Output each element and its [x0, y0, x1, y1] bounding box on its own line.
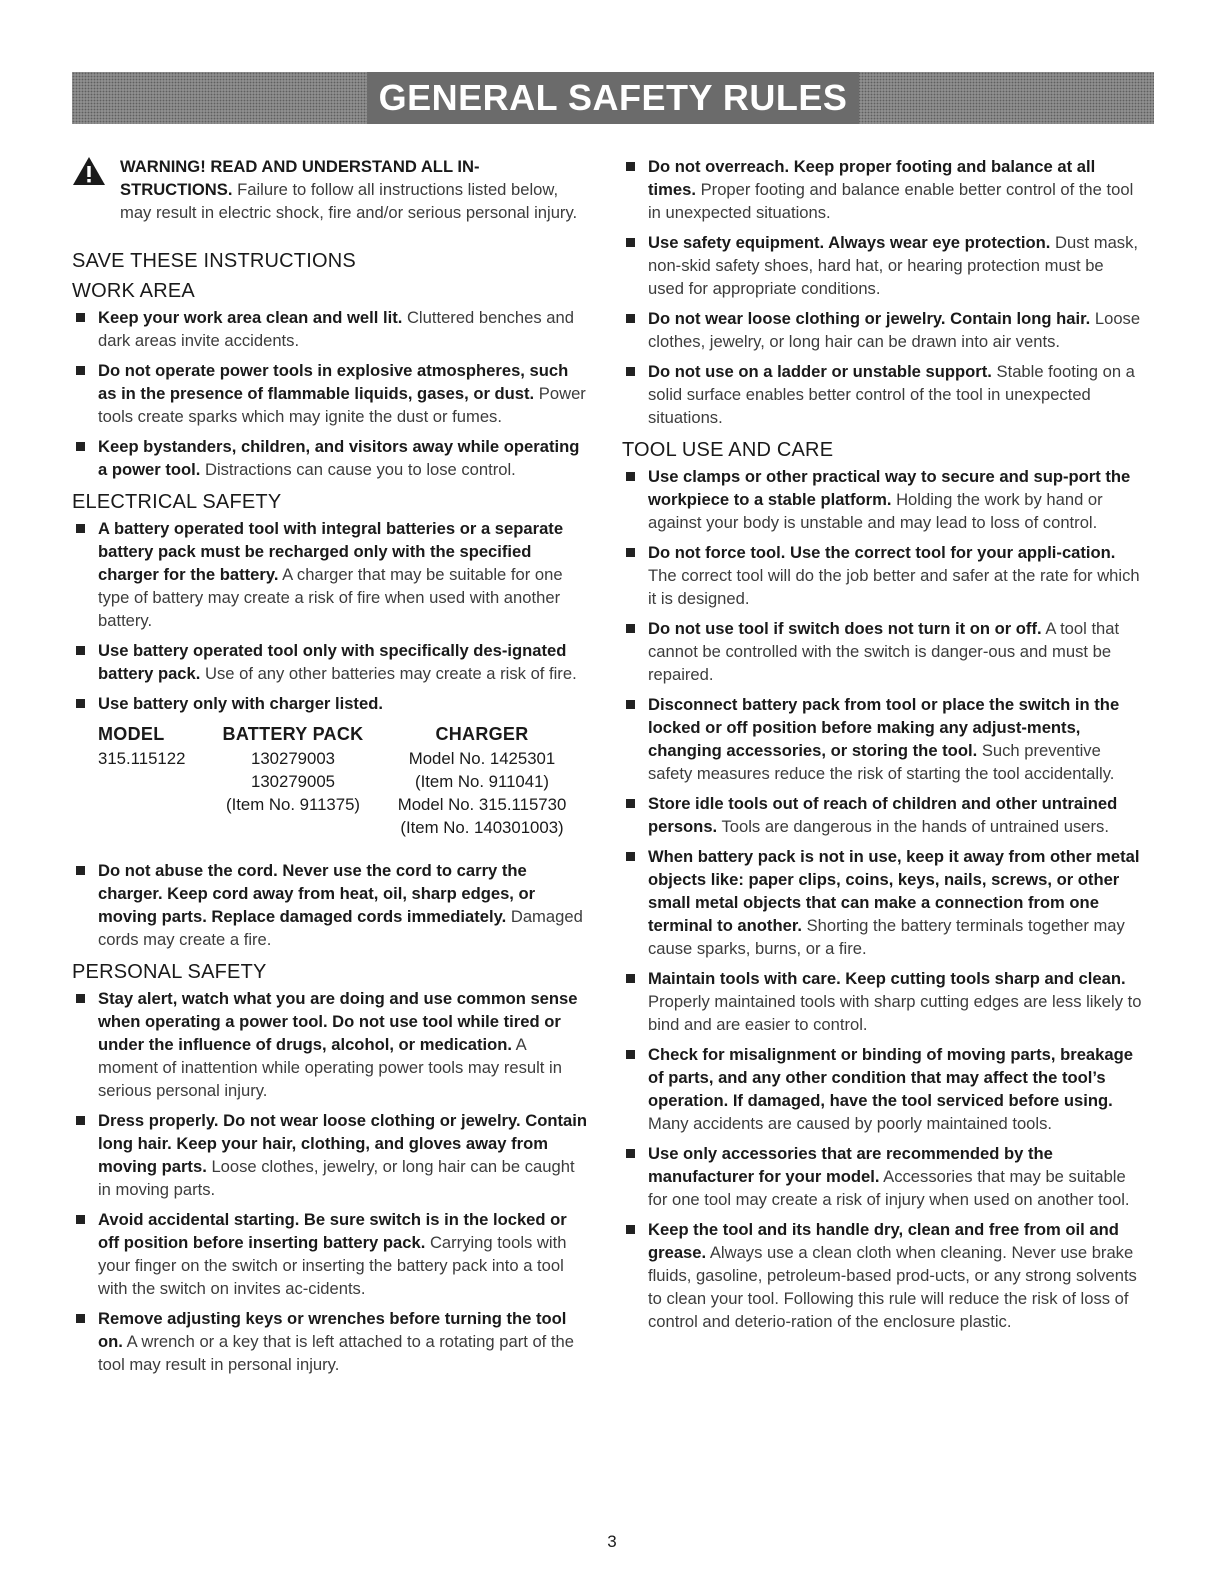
list-item	[72, 859, 590, 951]
header-battery-pack: BATTERY PACK	[222, 724, 364, 744]
table-row	[98, 816, 590, 839]
model-table	[98, 723, 590, 839]
rule-text: A moment of inattention while operating power tools may result in serious personal injury.	[98, 1035, 562, 1100]
left-column	[72, 155, 590, 1384]
list-item	[622, 360, 1142, 429]
rule-text: Holding the work by hand or against your body is unstable and may lead to loss of control.	[648, 490, 1103, 532]
rule-text: Use of any other batteries may create a risk of fire.	[205, 664, 577, 683]
rule-bold: Dress properly. Do not wear loose clothing or jewelry. Contain long hair. Keep your hair, clothing, and gloves away from moving parts.	[98, 1111, 587, 1176]
rule-text: Distractions can cause you to lose control.	[204, 460, 516, 479]
table-row	[98, 793, 590, 816]
electrical-safety-heading: ELECTRICAL SAFETY	[72, 491, 282, 513]
rule-text: Stable footing on a solid surface enables better control of the tool in unexpected situations.	[648, 362, 1135, 427]
rule-text: Proper footing and balance enable better control of the tool in unexpected situations.	[648, 180, 1134, 222]
rule-text: Such preventive safety measures reduce the risk of starting the tool accidentally.	[648, 741, 1115, 783]
rule-bold: Keep your work area clean and well lit.	[98, 308, 403, 327]
list-item	[622, 1142, 1142, 1211]
rule-text: Dust mask, non-skid safety shoes, hard hat, or hearing protection must be used for appropriate conditions.	[648, 233, 1139, 298]
list-item	[622, 792, 1142, 838]
list-item	[622, 231, 1142, 300]
table-cell: (Item No. 911041)	[414, 772, 549, 791]
list-item	[72, 987, 590, 1102]
rule-text: Shorting the battery terminals together may cause sparks, burns, or a fire.	[648, 916, 1125, 958]
table-cell: 315.115122	[98, 749, 186, 768]
rule-bold: Do not force tool. Use the correct tool for your appli-cation.	[648, 543, 1116, 562]
table-cell: (Item No. 140301003)	[400, 818, 564, 837]
rule-bold: Remove adjusting keys or wrenches before turning the tool on.	[98, 1309, 567, 1351]
table-header-row	[98, 723, 590, 746]
list-item	[622, 845, 1142, 960]
personal-list	[72, 987, 590, 1376]
personal-continued-list	[622, 155, 1142, 429]
list-item	[622, 465, 1142, 534]
list-item	[72, 1307, 590, 1376]
rule-text: Always use a clean cloth when cleaning. Never use brake fluids, gasoline, petroleum-based prod-ucts, or any strong solvents to clean your tool. Following this rule will reduce the risk of loss of control and deterio-ration of the enclosure plastic.	[648, 1243, 1137, 1331]
rule-bold: Check for misalignment or binding of moving parts, breakage of parts, and any other condition that may affect the tool’s operation. If damaged, have the tool serviced before using.	[648, 1045, 1133, 1110]
work-area-list	[72, 306, 590, 481]
right-column	[622, 155, 1142, 1341]
rule-bold: Use clamps or other practical way to secure and sup-port the workpiece to a stable platform.	[648, 467, 1131, 509]
list-item	[72, 359, 590, 428]
list-item	[622, 1043, 1142, 1135]
rule-text: Carrying tools with your finger on the switch or inserting the battery pack into a tool with the switch on invites ac-cidents.	[98, 1233, 567, 1298]
title-banner	[72, 72, 1154, 124]
page-title: GENERAL SAFETY RULES	[367, 72, 860, 124]
rule-bold: Use battery only with charger listed.	[98, 694, 383, 713]
rule-text: Accessories that may be suitable for one tool may create a risk of injury when used on another tool.	[648, 1167, 1130, 1209]
table-cell: Model No. 1425301	[408, 749, 556, 768]
rule-text: A wrench or a key that is left attached to a rotating part of the tool may result in personal injury.	[98, 1332, 574, 1374]
rule-bold: Keep the tool and its handle dry, clean and free from oil and grease.	[648, 1220, 1119, 1262]
electrical-list	[72, 517, 590, 715]
rule-text: Tools are dangerous in the hands of untrained users.	[721, 817, 1109, 836]
rule-text: A charger that may be suitable for one type of battery may create a risk of fire when used with another battery.	[98, 565, 563, 630]
list-item	[622, 155, 1142, 224]
rule-bold: Store idle tools out of reach of children and other untrained persons.	[648, 794, 1118, 836]
personal-safety-heading: PERSONAL SAFETY	[72, 961, 267, 983]
header-model: MODEL	[98, 724, 165, 744]
list-item	[72, 692, 590, 715]
table-cell: (Item No. 911375)	[225, 795, 360, 814]
list-item	[622, 967, 1142, 1036]
rule-bold: Use safety equipment. Always wear eye protection.	[648, 233, 1051, 252]
rule-text: Power tools create sparks which may ignite the dust or fumes.	[98, 384, 586, 426]
table-cell	[210, 816, 376, 839]
rule-bold: Disconnect battery pack from tool or place the switch in the locked or off position before making any adjust-ments, changing accessories, or storing the tool.	[648, 695, 1120, 760]
rule-bold: Stay alert, watch what you are doing and use common sense when operating a power tool. Do not use tool while tired or under the influence of drugs, alcohol, or medication.	[98, 989, 578, 1054]
rule-bold: A battery operated tool with integral batteries or a separate battery pack must be recharged only with the specified charger for the battery.	[98, 519, 564, 584]
table-row	[98, 747, 590, 770]
rule-bold: Maintain tools with care. Keep cutting tools sharp and clean.	[648, 969, 1126, 988]
work-area-heading: WORK AREA	[72, 280, 195, 302]
table-cell: 130279005	[251, 772, 335, 791]
list-item	[622, 617, 1142, 686]
rule-bold: When battery pack is not in use, keep it away from other metal objects like: paper clips, coins, keys, nails, screws, or other small metal objects that can make a connection from one terminal to another.	[648, 847, 1140, 935]
table-row	[98, 770, 590, 793]
rule-bold: Avoid accidental starting. Be sure switch is in the locked or off position before inserting battery pack.	[98, 1210, 567, 1252]
warning-heading: WARNING! READ AND UNDERSTAND ALL IN-STRUCTIONS.	[120, 157, 480, 199]
rule-text: Many accidents are caused by poorly maintained tools.	[648, 1114, 1053, 1133]
warning-text: Failure to follow all instructions listed below, may result in electric shock, fire and/or serious personal injury.	[120, 180, 578, 222]
table-cell	[98, 816, 210, 839]
tool-use-heading: TOOL USE AND CARE	[622, 439, 834, 461]
rule-bold: Do not wear loose clothing or jewelry. Contain long hair.	[648, 309, 1091, 328]
rule-text: Properly maintained tools with sharp cutting edges are less likely to bind and are easier to control.	[648, 992, 1142, 1034]
warning-triangle-icon	[72, 156, 106, 186]
warning-block	[72, 155, 590, 224]
rule-bold: Do not use on a ladder or unstable support.	[648, 362, 992, 381]
rule-bold: Do not overreach. Keep proper footing and balance at all times.	[648, 157, 1096, 199]
rule-bold: Do not operate power tools in explosive atmospheres, such as in the presence of flammable liquids, gases, or dust.	[98, 361, 569, 403]
page-number: 3	[607, 1532, 617, 1551]
cord-list	[72, 859, 590, 951]
save-instructions-heading: SAVE THESE INSTRUCTIONS	[72, 250, 356, 272]
list-item	[72, 517, 590, 632]
table-cell: 130279003	[251, 749, 335, 768]
list-item	[72, 1208, 590, 1300]
rule-bold: Use battery operated tool only with specifically des-ignated battery pack.	[98, 641, 567, 683]
rule-text: The correct tool will do the job better and safer at the rate for which it is designed.	[648, 566, 1140, 608]
rule-text: A tool that cannot be controlled with the switch is danger-ous and must be repaired.	[648, 619, 1120, 684]
table-cell	[98, 793, 210, 816]
list-item	[622, 307, 1142, 353]
list-item	[622, 1218, 1142, 1333]
rule-text: Loose clothes, jewelry, or long hair can be caught in moving parts.	[98, 1157, 575, 1199]
rule-bold: Keep bystanders, children, and visitors away while operating a power tool.	[98, 437, 580, 479]
rule-text: Loose clothes, jewelry, or long hair can be drawn into air vents.	[648, 309, 1141, 351]
rule-text: Damaged cords may create a fire.	[98, 907, 583, 949]
rule-bold: Do not use tool if switch does not turn it on or off.	[648, 619, 1042, 638]
table-cell	[98, 770, 210, 793]
list-item	[622, 693, 1142, 785]
list-item	[72, 435, 590, 481]
table-cell: Model No. 315.115730	[397, 795, 567, 814]
rule-bold: Use only accessories that are recommended by the manufacturer for your model.	[648, 1144, 1053, 1186]
list-item	[72, 639, 590, 685]
rule-text: Cluttered benches and dark areas invite accidents.	[98, 308, 574, 350]
list-item	[622, 541, 1142, 610]
list-item	[72, 306, 590, 352]
list-item	[72, 1109, 590, 1201]
rule-bold: Do not abuse the cord. Never use the cord to carry the charger. Keep cord away from heat, oil, sharp edges, or moving parts. Replace damaged cords immediately.	[98, 861, 536, 926]
tool-use-list	[622, 465, 1142, 1333]
header-charger: CHARGER	[435, 724, 529, 744]
